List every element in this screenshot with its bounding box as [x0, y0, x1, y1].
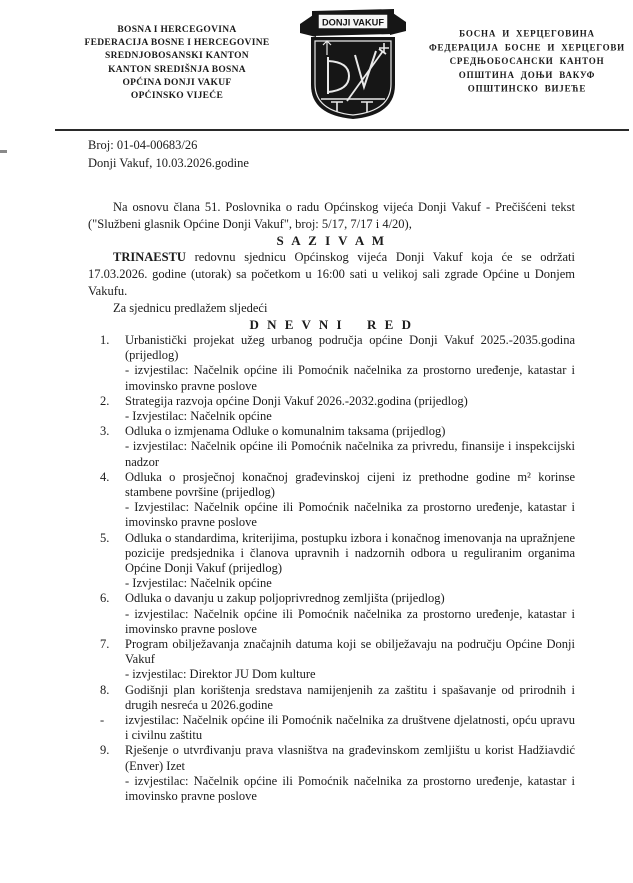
header-left-line: FEDERACIJA BOSNE I HERCEGOVINE: [84, 38, 270, 49]
agenda-item: [88, 333, 575, 394]
header-right-line: ФЕДЕРАЦИЈА БОСНЕ И ХЕРЦЕГОВИ: [429, 41, 625, 53]
agenda-item: [88, 531, 575, 592]
agenda-item-marker: 3.: [100, 424, 110, 439]
agenda-item-marker: 1.: [100, 333, 110, 347]
convene-title: S A Z I V A M: [276, 233, 387, 248]
header-left-line: KANTON SREDIŠNJA BOSNA: [108, 64, 246, 75]
agenda-item-marker: 9.: [100, 743, 110, 758]
agenda-item: [88, 713, 575, 743]
agenda-item-text: Odluka o standardima, kriterijima, postupku izbora i konačnog imenovanja na upražnjene pozicije predsjednika i članova upravnih i nadzornih odbora u reguliranim organima Općine Donji Vakuf (prijedlog) - Izvjestilac: Načelnik općine: [125, 530, 575, 591]
agenda-item: [88, 470, 575, 531]
header-right-block: [426, 27, 628, 96]
agenda-item-marker: 6.: [100, 591, 110, 606]
emblem-banner-text: DONJI VAKUF: [322, 17, 385, 29]
header-divider: [55, 129, 629, 131]
header-right-line: БОСНА И ХЕРЦЕГОВИНА: [459, 28, 595, 39]
header-left-line: SREDNJOBOSANSKI KANTON: [105, 51, 249, 62]
document-number: Broj: 01-04-00683/26: [88, 138, 198, 152]
place-and-date: Donji Vakuf, 10.03.2026.godine: [88, 155, 249, 170]
header-right-line: ОПШТИНСКО ВИЈЕЋЕ: [467, 83, 587, 94]
session-details: redovnu sjednicu Općinskog vijeća Donji Vakuf koja će se održati 17.03.2026. godine (utorak) sa početkom u 16:00 sati u velikoj sali zgrade Općine u Donjem Vakufu.: [88, 250, 575, 298]
header-left-block: [58, 24, 296, 103]
agenda-item: [88, 743, 575, 804]
legal-basis-paragraph: Na osnovu člana 51. Poslovnika o radu Općinskog vijeća Donji Vakuf - Prečišćeni tekst ("Službeni glasnik Općine Donji Vakuf", broj: 5/17, 7/17 i 4/20),: [88, 200, 575, 231]
agenda-item: [88, 683, 575, 713]
agenda-item-marker: 2.: [100, 393, 110, 408]
agenda-item-marker: 8.: [100, 682, 110, 697]
agenda-item: [88, 591, 575, 637]
document-body: [88, 199, 575, 804]
coat-of-arms: [299, 7, 407, 121]
agenda-item-text: izvjestilac: Načelnik općine ili Pomoćnik načelnika za društvene djelatnosti, opću upravu i civilnu zaštitu: [125, 713, 575, 743]
agenda-item-marker: 7.: [100, 637, 110, 652]
document-meta: [88, 137, 249, 172]
header-left-line: OPĆINSKO VIJEĆE: [130, 91, 224, 102]
coat-of-arms-graphic: [299, 7, 407, 121]
agenda-item-text: Godišnji plan korištenja sredstava namijenjenih za zaštitu i spašavanje od prirodnih i drugih nesreća u 2026.godine: [125, 682, 575, 712]
agenda-item-marker: 5.: [100, 530, 110, 545]
agenda-item-text: Strategija razvoja općine Donji Vakuf 2026.-2032.godina (prijedlog) - Izvjestilac: Načelnik općine: [125, 393, 468, 424]
agenda-item-text: Urbanistički projekat užeg urbanog područja općine Donji Vakuf 2025.-2035.godina (prijedlog) - izvjestilac: Načelnik općine ili Pomoćnik načelnika za prostorno uređenje, katastar i imovinsko pravne poslove: [125, 333, 575, 393]
agenda-title: D N E V N I R E D: [249, 317, 414, 332]
agenda-item: [88, 424, 575, 470]
agenda-item-text: Program obilježavanja značajnih datuma koji se obilježavaju na području Općine Donji Vakuf - izvjestilac: Direktor JU Dom kulture: [125, 637, 575, 682]
scan-artifact: [0, 150, 7, 153]
agenda-item-text: Odluka o prosječnoj konačnoj građevinskoj cijeni iz prethodne godine m² korinse stambene površine (prijedlog) - Izvjestilac: Načelnik općine ili Pomoćnik načelnika za prostorno uređenje, katastar i imovinsko pravne poslove: [125, 469, 575, 530]
agenda-item-text: Odluka o izmjenama Odluke o komunalnim taksama (prijedlog) - izvjestilac: Načelnik općine ili Pomoćnik načelnika za privredu, finansije i inspekcijski nadzor: [125, 424, 575, 469]
session-paragraph: [88, 249, 575, 300]
header-left-line: OPĆINA DONJI VAKUF: [122, 77, 232, 88]
session-ordinal: TRINAESTU: [113, 250, 186, 264]
agenda-item-text: Odluka o davanju u zakup poljoprivrednog zemljišta (prijedlog) - izvjestilac: Načelnik općine ili Pomoćnik načelnika za prostorno uređenje, katastar i imovinsko pravne poslove: [125, 591, 575, 636]
agenda-item-text: Rješenje o utvrđivanju prava vlasništva na građevinskom zemljištu u korist Hadžiavdić (Enver) Izet - izvjestilac: Načelnik općine ili Pomoćnik načelnika za prostorno uređenje, katastar i imovinsko pravne poslove: [125, 743, 575, 804]
agenda-item: [88, 394, 575, 424]
propose-line: Za sjednicu predlažem sljedeći: [113, 301, 268, 315]
header-left-line: BOSNA I HERCEGOVINA: [117, 25, 237, 35]
agenda-list: [88, 333, 575, 804]
agenda-item-marker: -: [100, 713, 105, 728]
agenda-item-marker: 4.: [100, 469, 110, 484]
header-right-line: СРЕДЊОБОСАНСКИ КАНТОН: [449, 55, 605, 67]
header-right-line: ОПШТИНА ДОЊИ ВАКУФ: [458, 69, 596, 80]
agenda-item: [88, 637, 575, 683]
